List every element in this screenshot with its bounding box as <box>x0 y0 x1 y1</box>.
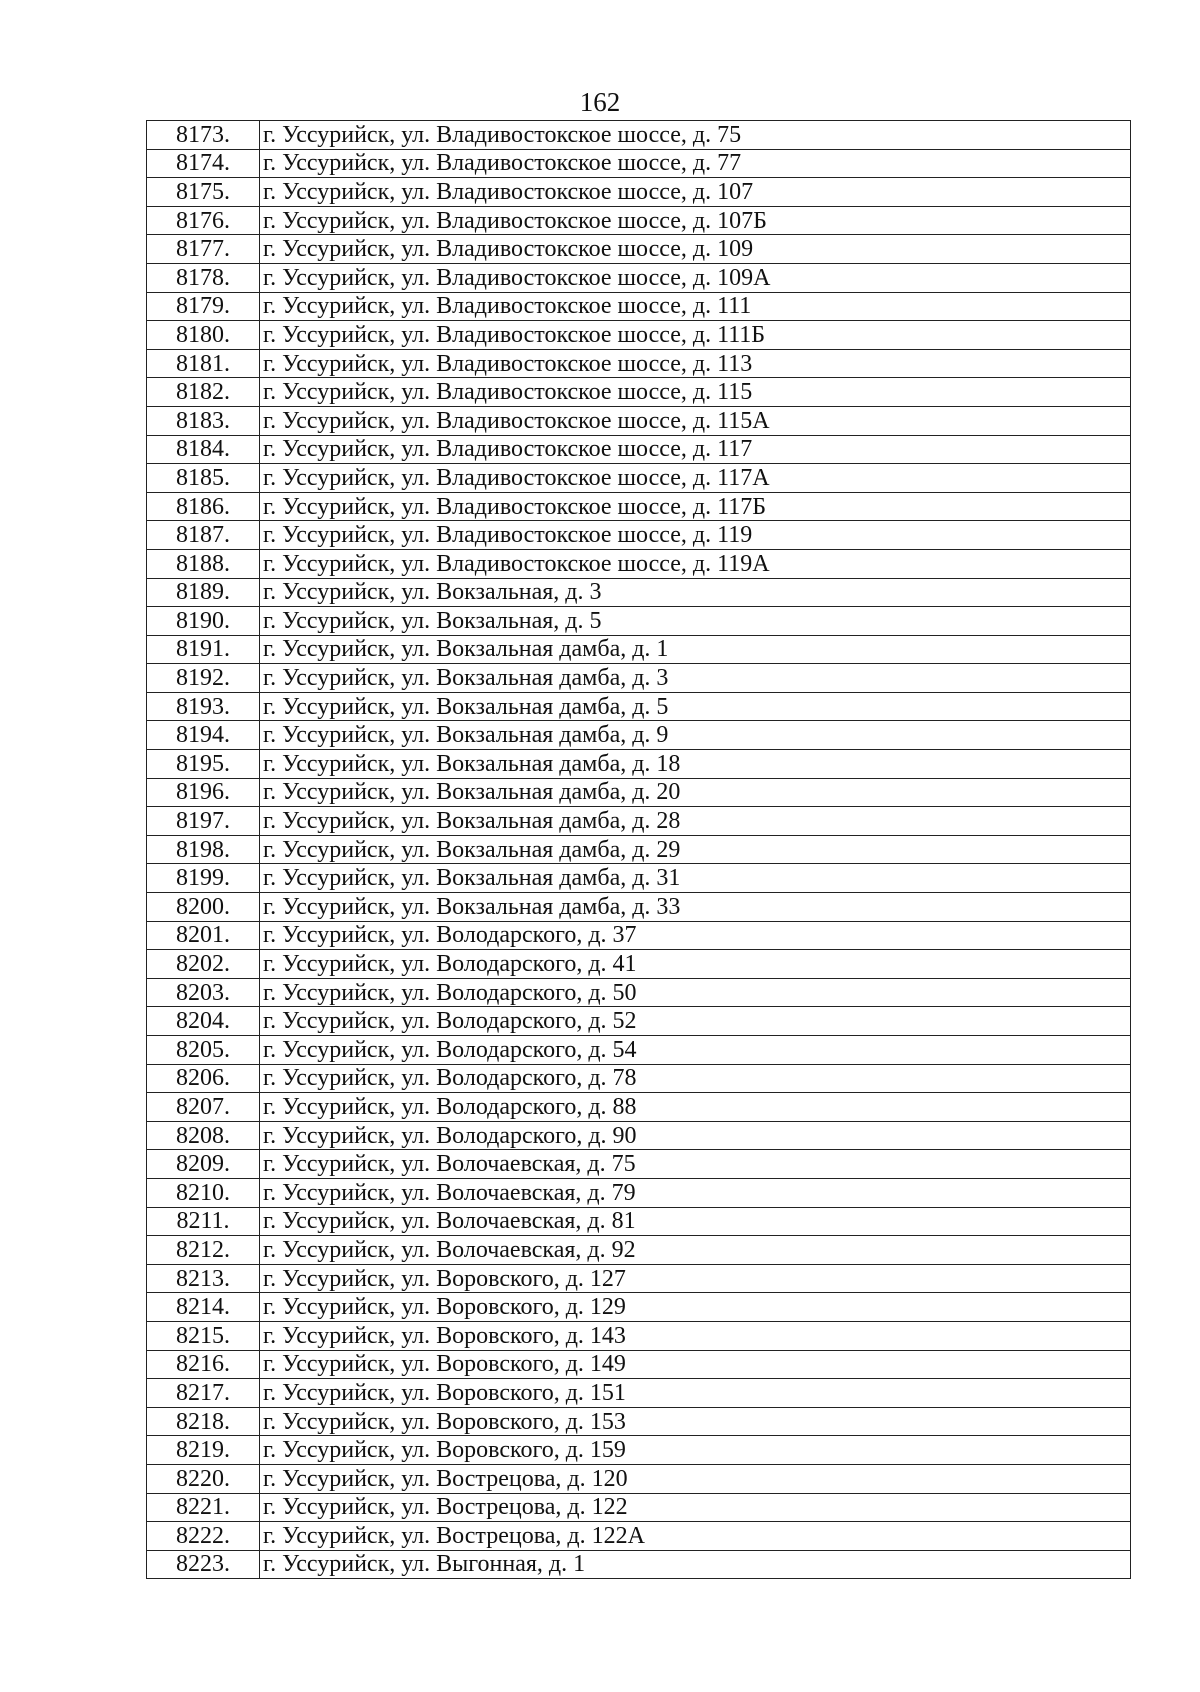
row-address: г. Уссурийск, ул. Володарского, д. 90 <box>260 1121 1131 1150</box>
row-number: 8190. <box>147 607 260 636</box>
row-number: 8197. <box>147 807 260 836</box>
table-row <box>147 435 1131 464</box>
table-row <box>147 864 1131 893</box>
row-address: г. Уссурийск, ул. Воровского, д. 127 <box>260 1264 1131 1293</box>
table-row <box>147 521 1131 550</box>
row-address: г. Уссурийск, ул. Вострецова, д. 122А <box>260 1522 1131 1551</box>
row-number: 8209. <box>147 1150 260 1179</box>
row-address: г. Уссурийск, ул. Владивостокское шоссе, д. 75 <box>260 121 1131 150</box>
row-number: 8177. <box>147 235 260 264</box>
row-number: 8183. <box>147 406 260 435</box>
table-row <box>147 549 1131 578</box>
table-row <box>147 778 1131 807</box>
table-row <box>147 1436 1131 1465</box>
table-row <box>147 1093 1131 1122</box>
row-address: г. Уссурийск, ул. Вокзальная дамба, д. 5 <box>260 692 1131 721</box>
row-address: г. Уссурийск, ул. Выгонная, д. 1 <box>260 1550 1131 1579</box>
row-number: 8212. <box>147 1236 260 1265</box>
row-address: г. Уссурийск, ул. Володарского, д. 52 <box>260 1007 1131 1036</box>
row-number: 8185. <box>147 464 260 493</box>
table-row <box>147 635 1131 664</box>
table-row <box>147 1464 1131 1493</box>
row-number: 8192. <box>147 664 260 693</box>
row-address: г. Уссурийск, ул. Волочаевская, д. 75 <box>260 1150 1131 1179</box>
row-address: г. Уссурийск, ул. Володарского, д. 78 <box>260 1064 1131 1093</box>
table-row <box>147 1236 1131 1265</box>
row-address: г. Уссурийск, ул. Вокзальная дамба, д. 28 <box>260 807 1131 836</box>
row-number: 8207. <box>147 1093 260 1122</box>
row-address: г. Уссурийск, ул. Владивостокское шоссе, д. 117 <box>260 435 1131 464</box>
row-number: 8191. <box>147 635 260 664</box>
row-address: г. Уссурийск, ул. Воровского, д. 149 <box>260 1350 1131 1379</box>
row-number: 8181. <box>147 349 260 378</box>
row-address: г. Уссурийск, ул. Владивостокское шоссе, д. 111 <box>260 292 1131 321</box>
table-row <box>147 1321 1131 1350</box>
table-row <box>147 1550 1131 1579</box>
table-row <box>147 578 1131 607</box>
row-address: г. Уссурийск, ул. Волочаевская, д. 92 <box>260 1236 1131 1265</box>
table-row <box>147 921 1131 950</box>
table-row <box>147 263 1131 292</box>
row-number: 8215. <box>147 1321 260 1350</box>
row-number: 8203. <box>147 978 260 1007</box>
row-address: г. Уссурийск, ул. Володарского, д. 54 <box>260 1036 1131 1065</box>
row-address: г. Уссурийск, ул. Воровского, д. 153 <box>260 1407 1131 1436</box>
table-row <box>147 1293 1131 1322</box>
row-number: 8210. <box>147 1178 260 1207</box>
table-row <box>147 321 1131 350</box>
row-address: г. Уссурийск, ул. Владивостокское шоссе, д. 109А <box>260 263 1131 292</box>
row-number: 8211. <box>147 1207 260 1236</box>
table-row <box>147 1407 1131 1436</box>
table-row <box>147 1150 1131 1179</box>
table-row <box>147 406 1131 435</box>
row-number: 8186. <box>147 492 260 521</box>
row-address: г. Уссурийск, ул. Вокзальная дамба, д. 31 <box>260 864 1131 893</box>
row-address: г. Уссурийск, ул. Володарского, д. 88 <box>260 1093 1131 1122</box>
row-address: г. Уссурийск, ул. Вокзальная дамба, д. 1 <box>260 635 1131 664</box>
table-row <box>147 149 1131 178</box>
address-table-body <box>147 121 1131 1579</box>
row-address: г. Уссурийск, ул. Вокзальная дамба, д. 33 <box>260 893 1131 922</box>
row-number: 8180. <box>147 321 260 350</box>
row-number: 8199. <box>147 864 260 893</box>
table-row <box>147 1379 1131 1408</box>
table-row <box>147 1064 1131 1093</box>
table-row <box>147 1264 1131 1293</box>
table-row <box>147 1178 1131 1207</box>
row-number: 8205. <box>147 1036 260 1065</box>
row-number: 8200. <box>147 893 260 922</box>
table-row <box>147 978 1131 1007</box>
table-row <box>147 1207 1131 1236</box>
row-number: 8184. <box>147 435 260 464</box>
row-address: г. Уссурийск, ул. Вокзальная дамба, д. 9 <box>260 721 1131 750</box>
row-address: г. Уссурийск, ул. Владивостокское шоссе, д. 117Б <box>260 492 1131 521</box>
table-row <box>147 178 1131 207</box>
table-row <box>147 607 1131 636</box>
table-row <box>147 1350 1131 1379</box>
row-address: г. Уссурийск, ул. Вокзальная, д. 3 <box>260 578 1131 607</box>
row-address: г. Уссурийск, ул. Владивостокское шоссе, д. 111Б <box>260 321 1131 350</box>
row-number: 8175. <box>147 178 260 207</box>
table-row <box>147 664 1131 693</box>
row-number: 8188. <box>147 549 260 578</box>
row-number: 8216. <box>147 1350 260 1379</box>
row-number: 8217. <box>147 1379 260 1408</box>
row-address: г. Уссурийск, ул. Владивостокское шоссе, д. 107Б <box>260 206 1131 235</box>
row-address: г. Уссурийск, ул. Вокзальная дамба, д. 3 <box>260 664 1131 693</box>
row-number: 8195. <box>147 750 260 779</box>
table-row <box>147 1121 1131 1150</box>
table-row <box>147 378 1131 407</box>
row-number: 8220. <box>147 1464 260 1493</box>
page-number: 162 <box>579 87 621 117</box>
row-address: г. Уссурийск, ул. Воровского, д. 129 <box>260 1293 1131 1322</box>
row-address: г. Уссурийск, ул. Вокзальная дамба, д. 20 <box>260 778 1131 807</box>
table-row <box>147 235 1131 264</box>
row-address: г. Уссурийск, ул. Владивостокское шоссе, д. 113 <box>260 349 1131 378</box>
table-row <box>147 121 1131 150</box>
row-address: г. Уссурийск, ул. Владивостокское шоссе, д. 107 <box>260 178 1131 207</box>
row-number: 8223. <box>147 1550 260 1579</box>
row-number: 8196. <box>147 778 260 807</box>
table-row <box>147 950 1131 979</box>
table-row <box>147 1036 1131 1065</box>
row-number: 8198. <box>147 835 260 864</box>
row-number: 8174. <box>147 149 260 178</box>
row-address: г. Уссурийск, ул. Волочаевская, д. 81 <box>260 1207 1131 1236</box>
table-row <box>147 1522 1131 1551</box>
row-number: 8208. <box>147 1121 260 1150</box>
row-number: 8204. <box>147 1007 260 1036</box>
row-number: 8222. <box>147 1522 260 1551</box>
table-row <box>147 893 1131 922</box>
row-address: г. Уссурийск, ул. Вокзальная дамба, д. 29 <box>260 835 1131 864</box>
row-number: 8218. <box>147 1407 260 1436</box>
table-row <box>147 750 1131 779</box>
table-row <box>147 1007 1131 1036</box>
table-row <box>147 349 1131 378</box>
row-address: г. Уссурийск, ул. Воровского, д. 159 <box>260 1436 1131 1465</box>
table-row <box>147 721 1131 750</box>
row-number: 8178. <box>147 263 260 292</box>
row-number: 8179. <box>147 292 260 321</box>
row-address: г. Уссурийск, ул. Владивостокское шоссе, д. 109 <box>260 235 1131 264</box>
address-table <box>146 120 1131 1579</box>
row-address: г. Уссурийск, ул. Володарского, д. 50 <box>260 978 1131 1007</box>
table-row <box>147 206 1131 235</box>
row-address: г. Уссурийск, ул. Вокзальная, д. 5 <box>260 607 1131 636</box>
row-address: г. Уссурийск, ул. Вострецова, д. 122 <box>260 1493 1131 1522</box>
table-row <box>147 807 1131 836</box>
row-address: г. Уссурийск, ул. Владивостокское шоссе, д. 77 <box>260 149 1131 178</box>
table-row <box>147 835 1131 864</box>
row-number: 8193. <box>147 692 260 721</box>
row-number: 8202. <box>147 950 260 979</box>
row-number: 8194. <box>147 721 260 750</box>
row-number: 8214. <box>147 1293 260 1322</box>
row-number: 8173. <box>147 121 260 150</box>
row-address: г. Уссурийск, ул. Володарского, д. 37 <box>260 921 1131 950</box>
row-address: г. Уссурийск, ул. Волочаевская, д. 79 <box>260 1178 1131 1207</box>
row-number: 8219. <box>147 1436 260 1465</box>
row-address: г. Уссурийск, ул. Владивостокское шоссе, д. 115А <box>260 406 1131 435</box>
row-number: 8182. <box>147 378 260 407</box>
row-address: г. Уссурийск, ул. Воровского, д. 143 <box>260 1321 1131 1350</box>
row-address: г. Уссурийск, ул. Владивостокское шоссе, д. 115 <box>260 378 1131 407</box>
row-number: 8187. <box>147 521 260 550</box>
row-address: г. Уссурийск, ул. Владивостокское шоссе, д. 117А <box>260 464 1131 493</box>
row-number: 8201. <box>147 921 260 950</box>
row-address: г. Уссурийск, ул. Владивостокское шоссе, д. 119 <box>260 521 1131 550</box>
row-address: г. Уссурийск, ул. Владивостокское шоссе, д. 119А <box>260 549 1131 578</box>
table-row <box>147 292 1131 321</box>
table-row <box>147 464 1131 493</box>
row-number: 8176. <box>147 206 260 235</box>
row-number: 8213. <box>147 1264 260 1293</box>
row-number: 8189. <box>147 578 260 607</box>
row-number: 8221. <box>147 1493 260 1522</box>
row-address: г. Уссурийск, ул. Вокзальная дамба, д. 18 <box>260 750 1131 779</box>
row-address: г. Уссурийск, ул. Вострецова, д. 120 <box>260 1464 1131 1493</box>
row-address: г. Уссурийск, ул. Воровского, д. 151 <box>260 1379 1131 1408</box>
row-address: г. Уссурийск, ул. Володарского, д. 41 <box>260 950 1131 979</box>
table-row <box>147 692 1131 721</box>
table-row <box>147 492 1131 521</box>
table-row <box>147 1493 1131 1522</box>
row-number: 8206. <box>147 1064 260 1093</box>
